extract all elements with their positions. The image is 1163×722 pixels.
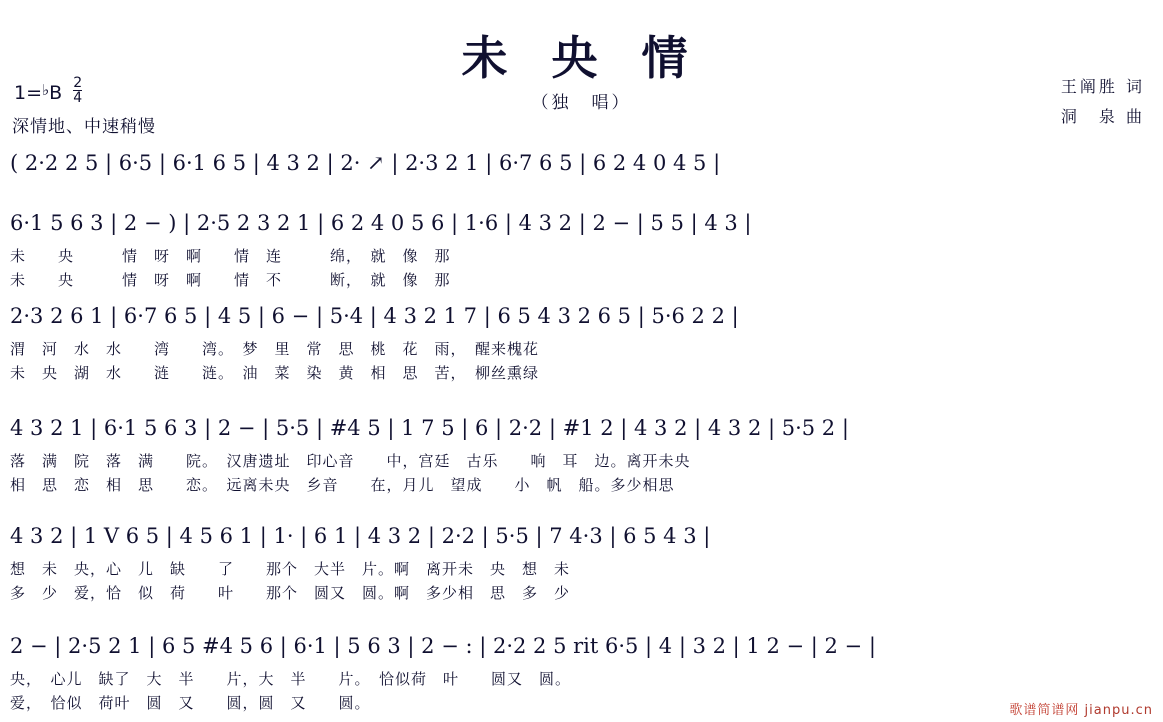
lyric-line-3a: 渭 河 水 水 湾 湾。 梦 里 常 思 桃 花 雨， 醒来槐花 — [10, 339, 540, 358]
flat-icon: ♭ — [42, 81, 50, 99]
key-signature — [14, 76, 82, 105]
watermark-label: 歌谱简谱网 — [1009, 703, 1080, 718]
time-signature — [73, 76, 82, 105]
system-2 — [10, 205, 1153, 291]
notation-line-1: ( 2·2 2 5 | 6·5 | 6·1 6 5 | 4 3 2 | 2· ↗ | 2·3 2 1 | 6·7 6 5 | 6 2 4 0 4 5 | — [10, 151, 721, 175]
lyric-line-2b: 未 央 情 呀 啊 情 不 断， 就 像 那 — [10, 270, 451, 289]
meter-numerator: 2 — [73, 75, 83, 91]
notation-line-6: 2 − | 2·5 2 1 | 6 5 #4 5 6 | 6·1 | 5 6 3 | 2 − : | 2·2 2 5 rit 6·5 | 4 | 3 2 | 1 2 − | 2 − | — [10, 634, 876, 658]
key-letter: B — [49, 82, 63, 104]
lyric-line-6b: 爱， 恰似 荷叶 圆 又 圆，圆 又 圆。 — [10, 693, 371, 712]
page-subtitle: （独 唱） — [531, 93, 632, 113]
system-5 — [10, 518, 1153, 604]
lyric-line-5b: 多 少 爱，恰 似 荷 叶 那个 圆又 圆。啊 多少相 思 多 少 — [10, 583, 587, 602]
notation-line-5: 4 3 2 | 1 V 6 5 | 4 5 6 1 | 1· | 6 1 | 4 3 2 | 2·2 | 5·5 | 7 4·3 | 6 5 4 3 | — [10, 524, 711, 548]
watermark — [1009, 699, 1153, 718]
notation-line-3: 2·3 2 6 1 | 6·7 6 5 | 4 5 | 6 − | 5·4 | 4 3 2 1 7 | 6 5 4 3 2 6 5 | 5·6 2 2 | — [10, 304, 739, 328]
system-4 — [10, 410, 1153, 496]
tempo-marking: 深情地、中速稍慢 — [12, 117, 156, 137]
system-6 — [10, 628, 1153, 714]
credits — [1061, 72, 1145, 132]
composer-credit: 洞 泉 曲 — [1060, 107, 1145, 126]
lyric-line-2a: 未 央 情 呀 啊 情 连 绵， 就 像 那 — [10, 246, 451, 265]
watermark-site: jianpu.cn — [1084, 703, 1153, 718]
meter-denominator: 4 — [73, 90, 83, 106]
system-3 — [10, 298, 1153, 384]
lyric-line-3b: 未 央 湖 水 涟 涟。 油 菜 染 黄 相 思 苦， 柳丝熏绿 — [10, 363, 540, 382]
page-title: 未 央 情 — [461, 31, 702, 85]
notation-line-4: 4 3 2 1 | 6·1 5 6 3 | 2 − | 5·5 | #4 5 | 1 7 5 | 6 | 2·2 | #1 2 | 4 3 2 | 4 3 2 | 5·5 2 | — [10, 416, 849, 440]
lyric-line-4a: 落 满 院 落 满 院。 汉唐遗址 印心音 中，宫廷 古乐 响 耳 边。离开未央 — [10, 451, 691, 470]
key-label: 1= — [14, 82, 43, 104]
notation-line-2: 6·1 5 6 3 | 2 − ) | 2·5 2 3 2 1 | 6 2 4 0 5 6 | 1·6 | 4 3 2 | 2 − | 5 5 | 4 3 | — [10, 211, 752, 235]
lyric-line-4b: 相 思 恋 相 思 恋。 远离未央 乡音 在，月儿 望成 小 帆 船。多少相思 — [10, 475, 675, 494]
lyricist-credit: 王阐胜 词 — [1060, 77, 1145, 96]
system-1 — [10, 145, 1153, 175]
lyric-line-5a: 想 未 央，心 儿 缺 了 那个 大半 片。啊 离开未 央 想 未 — [10, 559, 587, 578]
lyric-line-6a: 央， 心儿 缺了 大 半 片，大 半 片。 恰似荷 叶 圆又 圆。 — [10, 669, 572, 688]
